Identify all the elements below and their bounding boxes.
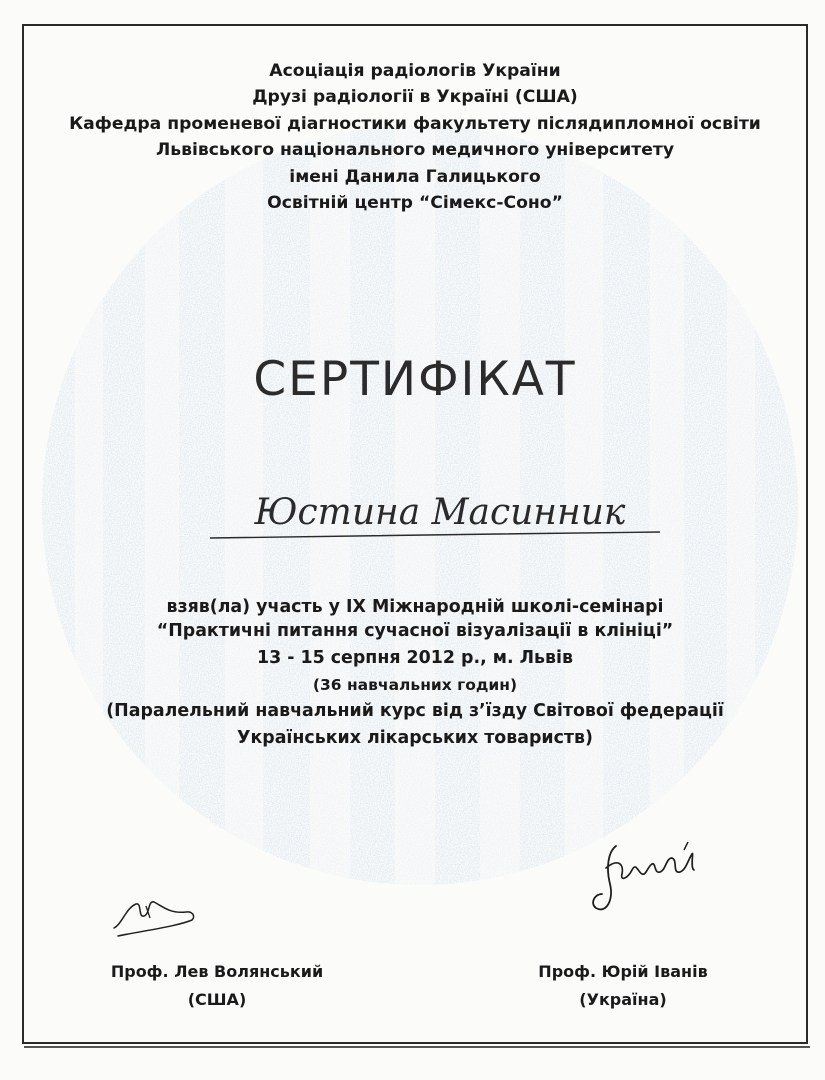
issuers-header: [22, 58, 808, 216]
certificate-title: СЕРТИФІКАТ: [253, 352, 577, 407]
border-shadow: [24, 1046, 810, 1048]
signatory-right: [488, 958, 758, 1014]
course-title: “Практичні питання сучасної візуалізації в клініці”: [156, 621, 674, 641]
issuer-line: Львівського національного медичного університету: [155, 140, 675, 161]
hours-text: (36 навчальних годин): [312, 676, 518, 694]
signatory-country: (Україна): [579, 990, 667, 1009]
certificate-body: [22, 596, 808, 752]
parallel-course-line-1: (Паралельний навчальний курс від зʼїзду Світової федерації: [106, 701, 724, 721]
signatory-name: Проф. Юрій Іванів: [538, 962, 708, 981]
signature-left: [108, 884, 200, 942]
participation-text: взяв(ла) участь у ІХ Міжнародній школі-семінарі: [166, 597, 664, 617]
parallel-course-line-2: Українських лікарських товариств): [237, 728, 593, 748]
issuer-line: Освітній центр “Сімекс-Соно”: [267, 193, 563, 214]
issuer-line: Кафедра променевої діагностики факультету післядипломної освіти: [69, 113, 761, 134]
issuer-line: Друзі радіології в Україні (США): [252, 87, 578, 108]
signatory-country: (США): [187, 990, 247, 1009]
dates-place: 13 - 15 серпня 2012 р., м. Львів: [256, 648, 574, 668]
signatory-name: Проф. Лев Волянський: [110, 962, 324, 981]
recipient-name: Юстина Масинник: [254, 492, 626, 533]
recipient-name-handwritten: [190, 490, 690, 550]
issuer-line: Асоціація радіологів України: [269, 61, 561, 81]
signature-right: [588, 838, 706, 918]
signatory-left: [82, 958, 352, 1014]
issuer-line: імені Данила Галицького: [289, 166, 541, 187]
